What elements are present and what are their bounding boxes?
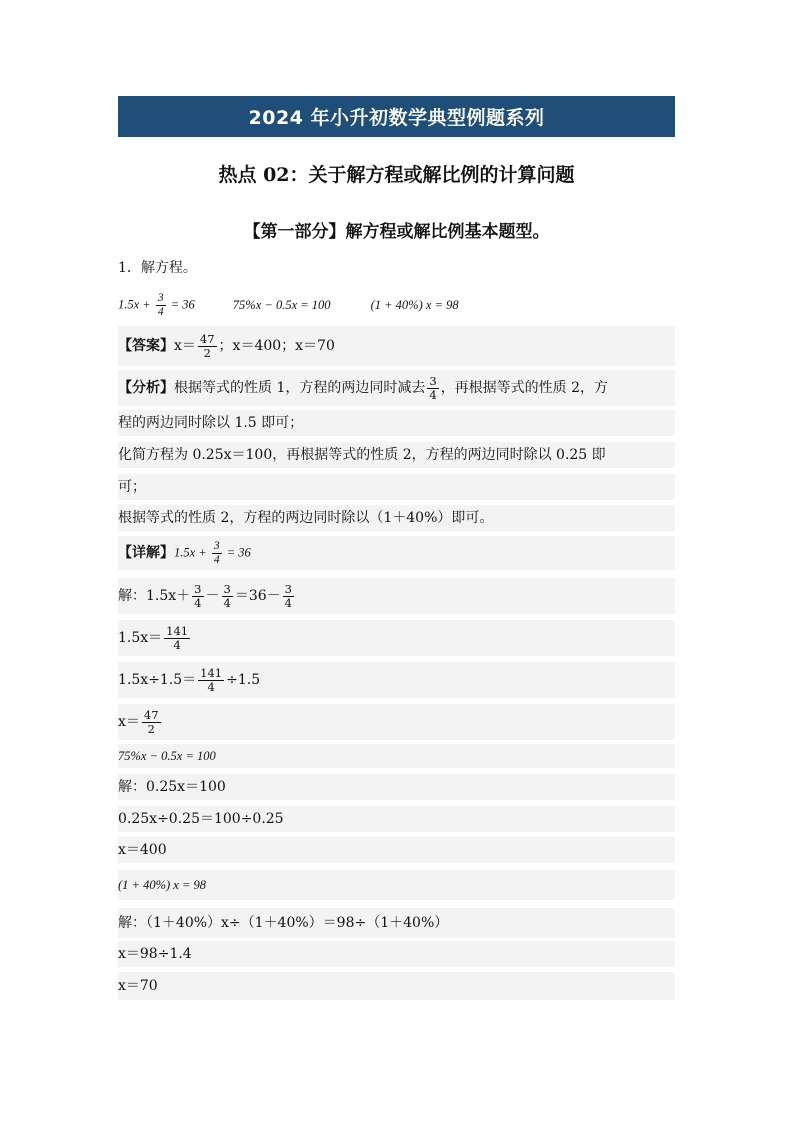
- answer-row: 【答案】 x＝ $\frac{47}{2}$ ；x＝400；x＝70: [118, 326, 675, 366]
- section-heading: 【第一部分】解方程或解比例基本题型。: [243, 222, 550, 242]
- analysis-line-4: 可；: [118, 474, 675, 500]
- equation-3: (1 + 40%) x = 98: [370, 298, 459, 312]
- detail-step-9: x＝98÷1.4: [118, 941, 675, 967]
- answer-label: 【答案】: [118, 338, 174, 354]
- series-banner: 2024 年小升初数学典型例题系列: [118, 96, 675, 137]
- fraction: $\frac{47}{2}$: [143, 707, 159, 736]
- fraction: $\frac{3}{4}$: [223, 581, 231, 610]
- fraction: $\frac{141}{4}$: [166, 623, 189, 652]
- detail-heading: [118, 536, 675, 570]
- fraction: $\frac{3}{4}$: [284, 581, 292, 610]
- detail-step-7: x＝400: [118, 837, 675, 863]
- question-title: 1．解方程。: [118, 260, 197, 276]
- page-title: 热点 02：关于解方程或解比例的计算问题: [218, 164, 575, 186]
- detail-step-1: 解：1.5x＋ $\frac{3}{4}$ － $\frac{3}{4}$ ＝36－ $\frac{3}{4}$: [118, 578, 675, 614]
- analysis-line-1: 【分析】 根据等式的性质 1，方程的两边同时减去 $\frac{3}{4}$ ，再根据等式的性质 2，方: [118, 370, 675, 406]
- equation-1: 1.5x + $\frac{3}{4}$ = 36: [174, 539, 251, 566]
- equation-1: 1.5x + $\frac{3}{4}$ = 36: [118, 291, 195, 318]
- equation-2: 75%x − 0.5x = 100: [232, 298, 331, 312]
- detail-step-2: 1.5x＝ $\frac{141}{4}$: [118, 620, 675, 656]
- detail-step-10: x＝70: [118, 972, 675, 1000]
- fraction: $\frac{3}{4}$: [429, 373, 437, 402]
- analysis-label: 【分析】: [118, 380, 174, 396]
- fraction: $\frac{47}{2}$: [199, 331, 215, 360]
- fraction: $\frac{141}{4}$: [200, 665, 223, 694]
- detail-equation-2: 75%x − 0.5x = 100: [118, 744, 675, 768]
- fraction: $\frac{3}{4}$: [194, 581, 202, 610]
- detail-step-3: 1.5x÷1.5＝ $\frac{141}{4}$ ÷1.5: [118, 662, 675, 698]
- fraction: $\frac{3}{4}$: [213, 539, 220, 566]
- detail-step-8: 解：（1＋40%）x÷（1＋40%）＝98÷（1＋40%）: [118, 908, 675, 938]
- analysis-line-3: 化简方程为 0.25x＝100，再根据等式的性质 2，方程的两边同时除以 0.25 即: [118, 442, 675, 468]
- fraction: $\frac{3}{4}$: [157, 291, 164, 318]
- detail-step-5: 解：0.25x＝100: [118, 774, 675, 800]
- detail-step-4: x＝ $\frac{47}{2}$: [118, 704, 675, 740]
- question-equations: [118, 290, 675, 320]
- detail-label: 【详解】: [118, 545, 174, 561]
- analysis-line-5: 根据等式的性质 2，方程的两边同时除以（1＋40%）即可。: [118, 505, 675, 531]
- detail-equation-3: (1 + 40%) x = 98: [118, 870, 675, 900]
- analysis-line-2: 程的两边同时除以 1.5 即可；: [118, 410, 675, 436]
- detail-step-6: 0.25x÷0.25＝100÷0.25: [118, 806, 675, 832]
